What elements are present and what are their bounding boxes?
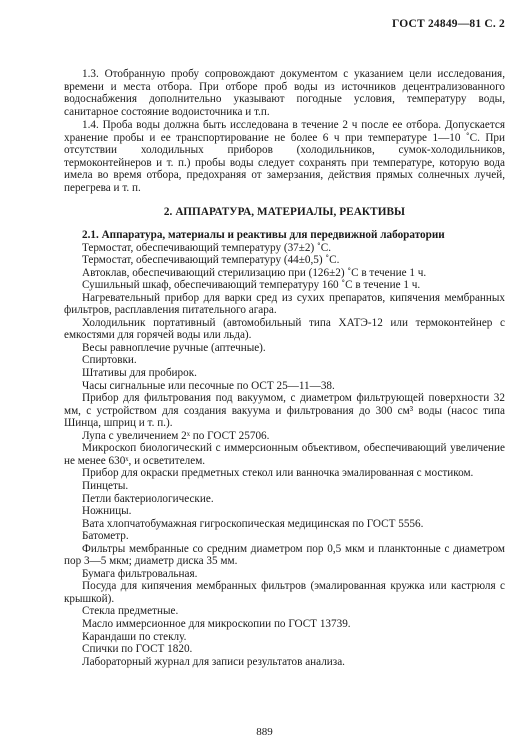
list-item: Часы сигнальные или песочные по ОСТ 25—11—38. [82, 379, 335, 392]
list-item: Штативы для пробирок. [82, 367, 197, 380]
list-item: Сушильный шкаф, обеспечивающий температуру 160 ˚С в течение 1 ч. [82, 279, 421, 292]
list-item: Фильтры мембранные со средним диаметром пор 0,5 мкм и планктонные с диаметром пор 3—5 мкм; диаметр диска 35 мм. [64, 542, 505, 568]
list-item: Батометр. [82, 530, 129, 543]
section-2-heading: 2. АППАРАТУРА, МАТЕРИАЛЫ, РЕАКТИВЫ [163, 206, 406, 219]
list-item: Нагревательный прибор для варки сред из сухих препаратов, кипячения мембранных фильтров, расплавления питательного агара. [64, 291, 505, 317]
list-item: Бумага фильтровальная. [82, 567, 198, 580]
list-item: Микроскоп биологический с иммерсионным объективом, обеспечивающий увеличение не менее 630ˣ, и осветителем. [64, 442, 505, 467]
list-item: Термостат, обеспечивающий температуру (44±0,5) ˚С. [82, 254, 340, 267]
list-item: Весы равноплечие ручные (аптечные). [82, 341, 266, 354]
page-number: 889 [256, 726, 273, 738]
list-item: Термостат, обеспечивающий температуру (37±2) ˚С. [82, 241, 332, 254]
list-item: Ножницы. [82, 505, 132, 518]
list-item: Стекла предметные. [82, 605, 179, 618]
list-item: Карандаши по стеклу. [82, 630, 187, 643]
equipment-list [64, 242, 505, 669]
list-item: Вата хлопчатобумажная гигроскопическая медицинская по ГОСТ 5556. [82, 517, 424, 530]
paragraph-1-3: 1.3. Отобранную пробу сопровождают документом с указанием цели исследования, времени и места отбора. При отборе проб воды из источников децентрализованного водоснабжения дополнительно указывают погодные условия, температуру воды, санитарное состояние водоисточника и т.п. [64, 68, 505, 118]
list-item: Петли бактериологические. [82, 492, 214, 505]
list-item: Спиртовки. [82, 354, 137, 367]
list-item: Лупа с увеличением 2ˣ по ГОСТ 25706. [82, 429, 270, 442]
list-item: Пинцеты. [82, 479, 129, 492]
document-body [64, 68, 505, 668]
list-item: Автоклав, обеспечивающий стерилизацию при (126±2) ˚С в течение 1 ч. [82, 266, 427, 279]
list-item: Посуда для кипячения мембранных фильтров (эмалированная кружка или кастрюля с крышкой). [64, 580, 505, 605]
subsection-2-1-heading: 2.1. Аппаратура, материалы и реактивы для передвижной лаборатории [82, 229, 445, 242]
list-item: Спички по ГОСТ 1820. [82, 643, 193, 656]
list-item: Холодильник портативный (автомобильный типа ХАТЭ-12 или термоконтейнер с емкостями для горячей воды или льда). [64, 316, 505, 342]
list-item: Прибор для окраски предметных стекол или ванночка эмалированная с мостиком. [82, 467, 474, 480]
list-item: Лабораторный журнал для записи результатов анализа. [82, 655, 345, 668]
standard-page-header: ГОСТ 24849—81 С. 2 [392, 18, 505, 30]
paragraph-1-4: 1.4. Проба воды должна быть исследована в течение 2 ч после ее отбора. Допускается хранение пробы и ее транспортирование не более 6 ч при температуре 1—10 ˚С. При отсутствии холодильных приборов (холодильников, сумок-холодильников, термоконтейнеров и т. п.) пробы воды следует сохранять при температуре, которую вода имела во время отбора, предохраняя от замерзания, действия прямых солнечных лучей, перегрева и т. п. [64, 119, 505, 194]
list-item: Прибор для фильтрования под вакуумом, с диаметром фильтрующей поверхности 32 мм, с устройством для создания вакуума и фильтрования до 300 см³ воды (насос типа Шинца, шприц и т. п.). [64, 392, 505, 430]
list-item: Масло иммерсионное для микроскопии по ГОСТ 13739. [82, 617, 351, 630]
